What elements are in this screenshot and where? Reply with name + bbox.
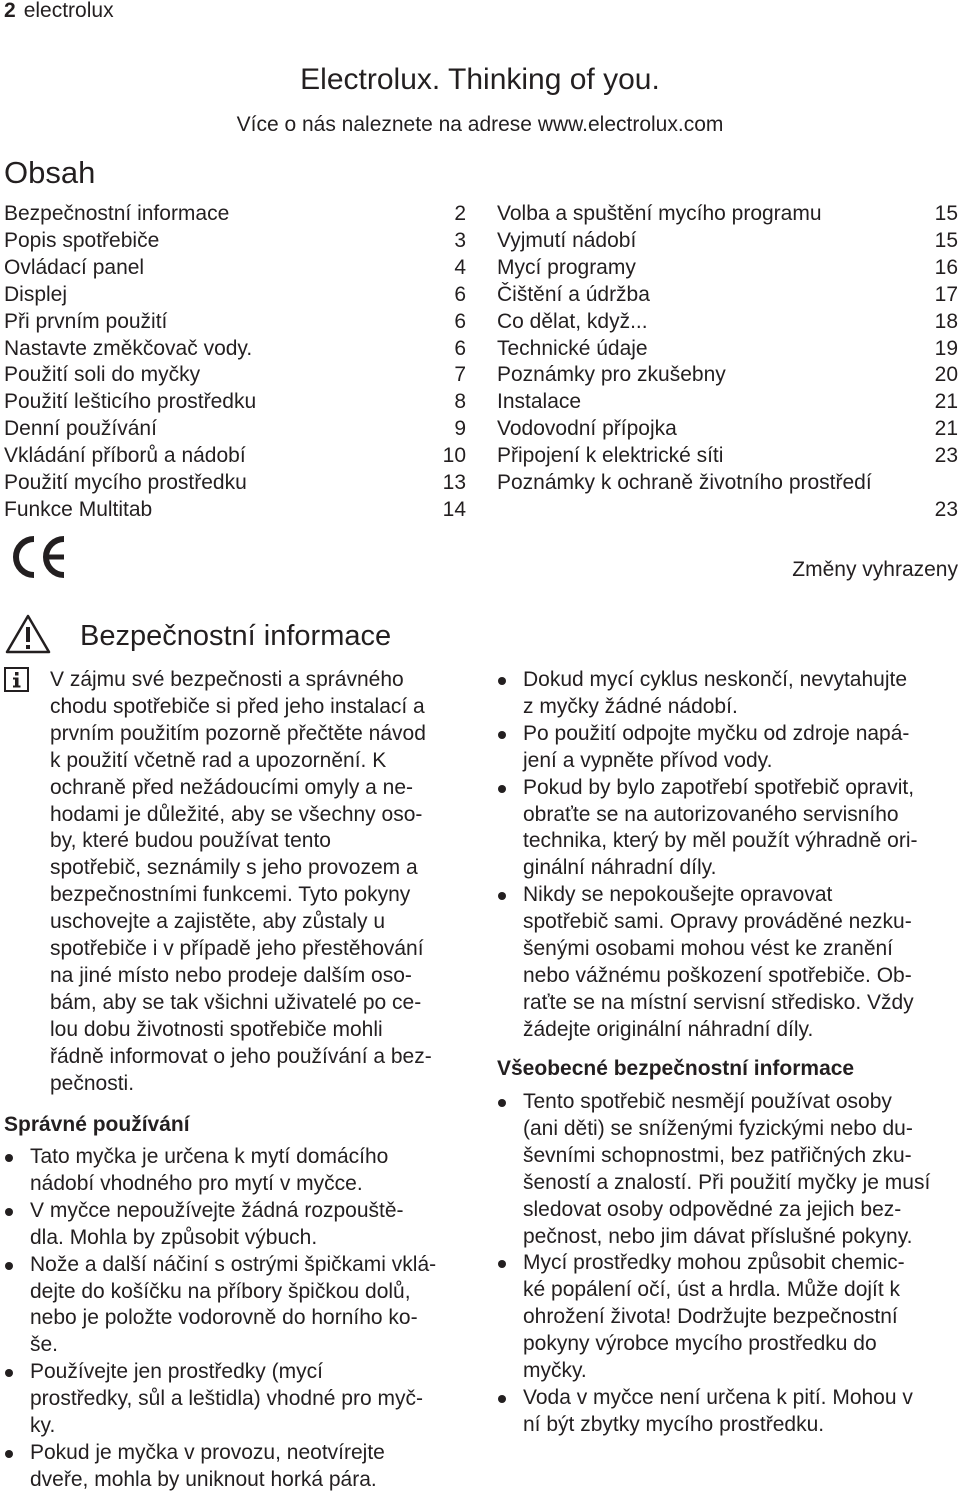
list-item-line: ní být zbytky mycího prostředku. (523, 1412, 825, 1436)
list-item-line: dveře, mohla by uniknout horká pára. (30, 1467, 377, 1491)
list-item (4, 1440, 466, 1494)
list-item-line: pokyny výrobce mycího prostředku do (523, 1332, 877, 1356)
list-item-line: dejte do košíčku na příbory špičkou dolů, (30, 1279, 411, 1303)
list-item-line: z myčky žádné nádobí. (523, 694, 738, 718)
toc-entry-label: Instalace (497, 390, 582, 414)
list-item-line: pečnost, nebo jim dávat příslušné pokyny. (523, 1224, 913, 1248)
toc-entry (4, 362, 466, 389)
toc-entry (497, 362, 958, 389)
bullet-icon (498, 785, 506, 793)
toc-entry-label: Displej (4, 282, 68, 306)
list-item-line: prostředky, sůl a leštidla) vhodné pro myč- (30, 1387, 423, 1411)
intro-line: pečnosti. (50, 1071, 135, 1095)
toc-entry-page: 7 (454, 363, 466, 387)
toc-entry (497, 336, 958, 363)
toc-entry-label: Co dělat, když... (497, 309, 648, 333)
more-info-link: Více o nás naleznete na adrese www.electrolux.com (236, 113, 724, 136)
safety-list-right (497, 667, 959, 1044)
intro-line: uschovejte a zajistěte, aby zůstaly u (50, 910, 386, 934)
list-item-line: Používejte jen prostředky (mycí (30, 1360, 323, 1384)
bullet-icon (498, 1099, 506, 1107)
bullet-icon (498, 677, 506, 685)
toc-entry-page: 9 (454, 417, 466, 441)
bullet-icon (5, 1369, 13, 1377)
intro-line: ochraně před nežádoucími omyly a ne- (50, 775, 414, 799)
page-number: 2 (4, 0, 16, 22)
intro-line: na jiné místo nebo prodeje dalším oso- (50, 963, 412, 987)
toc-entry (497, 470, 958, 497)
toc-entry (4, 336, 466, 363)
toc-entry-label: Technické údaje (497, 336, 648, 360)
toc-entry (4, 228, 466, 255)
toc-entry-label: Vyjmutí nádobí (497, 228, 637, 252)
toc-entry-label: Použití lešticího prostředku (4, 390, 257, 414)
toc-entry-label: Připojení k elektrické síti (497, 444, 724, 468)
toc-entry (497, 201, 958, 228)
toc-entry-page: 6 (454, 282, 466, 306)
bullet-icon (5, 1450, 13, 1458)
general-safety-list (497, 1089, 959, 1439)
toc-right-column (497, 201, 958, 524)
toc-entry-page: 6 (454, 309, 466, 333)
list-item-line: (ani děti) se sníženými fyzickými nebo du- (523, 1116, 913, 1140)
toc-entry (497, 389, 958, 416)
info-icon (4, 667, 29, 692)
list-item-line: dla. Mohla by způsobit výbuch. (30, 1225, 318, 1249)
toc-entry-page: 6 (454, 336, 466, 360)
toc-entry-page: 21 (934, 417, 958, 441)
toc-entry-page: 18 (934, 309, 958, 333)
list-item-line: sledovat osoby odpovědné za jejich bez- (523, 1197, 902, 1221)
correct-use-heading: Správné používání (4, 1113, 190, 1136)
toc-entry-page: 21 (934, 390, 958, 414)
list-item (497, 1250, 959, 1385)
toc-entry (4, 309, 466, 336)
toc-entry-label: Funkce Multitab (4, 497, 153, 521)
list-item-line: myčky. (523, 1359, 587, 1383)
brand-name: electrolux (23, 0, 114, 22)
toc-entry-label: Poznámky pro zkušebny (497, 363, 726, 387)
toc-entry (4, 201, 466, 228)
toc-entry-page: 13 (442, 471, 466, 495)
correct-use-list (4, 1144, 466, 1494)
toc-entry (4, 389, 466, 416)
list-item-line: šeností a znalostí. Při použití myčky je musí (523, 1170, 931, 1194)
toc-entry (497, 309, 958, 336)
list-item-line: nádobí vhodného pro mytí v myčce. (30, 1171, 363, 1195)
toc-entry-page: 17 (934, 282, 958, 306)
toc-entry (4, 470, 466, 497)
intro-line: chodu spotřebiče si před jeho instalací a (50, 694, 425, 718)
list-item (4, 1144, 466, 1198)
toc-entry (497, 228, 958, 255)
bullet-icon (5, 1208, 13, 1216)
toc-entry-label: Nastavte změkčovač vody. (4, 336, 253, 360)
list-item (497, 775, 959, 883)
toc-entry-page: 20 (934, 363, 958, 387)
list-item (4, 1359, 466, 1440)
list-item-line: ké popálení očí, úst a hrdla. Může dojít k (523, 1278, 901, 1302)
intro-line: spotřebič, seznámily s jeho provozem a (50, 856, 418, 880)
list-item-line: raťte se na místní servisní středisko. Vždy (523, 990, 914, 1014)
bullet-icon (498, 892, 506, 900)
toc-entry-page: 23 (934, 444, 958, 468)
list-item-line: Mycí prostředky mohou způsobit chemic- (523, 1251, 905, 1275)
changes-reserved-note: Změny vyhrazeny (792, 558, 958, 581)
list-item-line: še. (30, 1333, 59, 1357)
slogan: Electrolux. Thinking of you. (300, 63, 660, 96)
list-item-line: Tato myčka je určena k mytí domácího (30, 1145, 389, 1168)
toc-entry-label: Při prvním použití (4, 309, 168, 333)
bullet-icon (498, 1260, 506, 1268)
list-item-line: žádejte originální náhradní díly. (523, 1017, 814, 1041)
list-item (497, 1089, 959, 1250)
toc-entry (497, 255, 958, 282)
toc-entry-label: Volba a spuštění mycího programu (497, 202, 822, 225)
list-item-line: Nože a další náčiní s ostrými špičkami vklá- (30, 1252, 437, 1276)
list-item-line: Pokud by bylo zapotřebí spotřebič opravit, (523, 775, 915, 799)
intro-line: prvním použitím pozorně přečtěte návod (50, 721, 426, 745)
intro-line: by, které budou používat tento (50, 829, 331, 853)
toc-entry (497, 282, 958, 309)
toc-entry (4, 255, 466, 282)
list-item (4, 1198, 466, 1252)
toc-entry-label: Vkládání příborů a nádobí (4, 444, 246, 468)
list-item-line: technika, který by měl použít výhradně ori- (523, 829, 918, 853)
bullet-icon (5, 1262, 13, 1270)
toc-entry (497, 416, 958, 443)
bullet-icon (5, 1154, 13, 1162)
list-item-line: V myčce nepoužívejte žádná rozpouště- (30, 1198, 404, 1222)
toc-entry-page: 15 (934, 202, 958, 225)
intro-line: spotřebiče i v případě jeho přestěhování (50, 937, 424, 961)
toc-entry (4, 497, 466, 524)
toc-entry-page: 10 (442, 444, 466, 468)
list-item (497, 721, 959, 775)
intro-line: V zájmu své bezpečnosti a správného (50, 668, 404, 691)
toc-entry-label: Ovládací panel (4, 255, 145, 279)
toc-entry-label: Denní používání (4, 417, 157, 441)
list-item-line: ky. (30, 1414, 56, 1438)
toc-entry-label: Použití mycího prostředku (4, 471, 247, 495)
intro-line: řádně informovat o jeho používání a bez- (50, 1044, 432, 1068)
bullet-icon (498, 731, 506, 739)
intro-line: bám, aby se tak všichni uživatelé po ce- (50, 990, 422, 1014)
list-item-line: ševními schopnostmi, bez patřičných zku- (523, 1143, 912, 1167)
toc-entry-page: 15 (934, 228, 958, 252)
list-item-line: ohrožení života! Dodržujte bezpečnostní (523, 1305, 898, 1329)
toc-entry-page: 23 (934, 497, 958, 521)
toc-entry-page: 19 (934, 336, 958, 360)
toc-entry-label: Mycí programy (497, 255, 636, 279)
toc-entry-label: Bezpečnostní informace (4, 202, 230, 225)
toc-left-column (4, 201, 466, 524)
list-item-line: Tento spotřebič nesmějí používat osoby (523, 1090, 892, 1113)
toc-entry (4, 443, 466, 470)
toc-entry-label: Vodovodní přípojka (497, 417, 677, 441)
general-safety-heading: Všeobecné bezpečnostní informace (497, 1057, 855, 1080)
toc-entry-page: 3 (454, 228, 466, 252)
intro-paragraph (50, 667, 466, 1098)
section-title: Bezpečnostní informace (80, 620, 392, 652)
toc-entry-page: 4 (454, 255, 466, 279)
toc-entry-label: Použití soli do myčky (4, 363, 201, 387)
list-item-line: Pokud je myčka v provozu, neotvírejte (30, 1440, 385, 1464)
list-item-line: nebo je položte vodorovně do horního ko- (30, 1306, 418, 1330)
list-item-line: obraťte se na autorizovaného servisního (523, 802, 899, 826)
toc-entry (4, 282, 466, 309)
ce-mark-icon (6, 534, 68, 580)
list-item (497, 1385, 959, 1439)
list-item-line: spotřebič sami. Opravy prováděné nezku- (523, 910, 912, 934)
list-item-line: Voda v myčce není určena k pití. Mohou v (523, 1385, 913, 1409)
intro-line: k použití včetně rad a upozornění. K (50, 748, 387, 772)
list-item-line: nebo vážnému poškození spotřebiče. Ob- (523, 963, 912, 987)
list-item-line: Dokud mycí cyklus neskončí, nevytahujte (523, 668, 908, 691)
intro-line: lou dobu životnosti spotřebiče mohli (50, 1017, 383, 1041)
list-item-line: ginální náhradní díly. (523, 856, 717, 880)
intro-line: bezpečnostními funkcemi. Tyto pokyny (50, 883, 411, 907)
list-item (497, 667, 959, 721)
toc-entry-label: Čištění a údržba (497, 282, 650, 306)
toc-entry (497, 443, 958, 470)
toc-entry-label: Poznámky k ochraně životního prostředí (497, 471, 872, 495)
toc-entry (497, 497, 958, 524)
intro-line: hodami je důležité, aby se všechny oso- (50, 802, 423, 826)
warning-triangle-icon (4, 613, 52, 655)
list-item (497, 882, 959, 1043)
bullet-icon (498, 1395, 506, 1403)
list-item-line: šenými osobami mohou vést ke zranění (523, 937, 894, 961)
toc-title: Obsah (4, 155, 96, 190)
list-item-line: jení a vypněte přívod vody. (523, 748, 773, 772)
toc-entry (4, 416, 466, 443)
toc-entry-page: 16 (934, 255, 958, 279)
list-item-line: Po použití odpojte myčku od zdroje napá- (523, 721, 910, 745)
list-item-line: Nikdy se nepokoušejte opravovat (523, 883, 833, 907)
page-header (4, 0, 114, 24)
toc-entry-page: 2 (454, 202, 466, 225)
toc-entry-page: 8 (454, 390, 466, 414)
toc-entry-label: Popis spotřebiče (4, 228, 160, 252)
list-item (4, 1252, 466, 1360)
toc-entry-page: 14 (442, 497, 466, 521)
